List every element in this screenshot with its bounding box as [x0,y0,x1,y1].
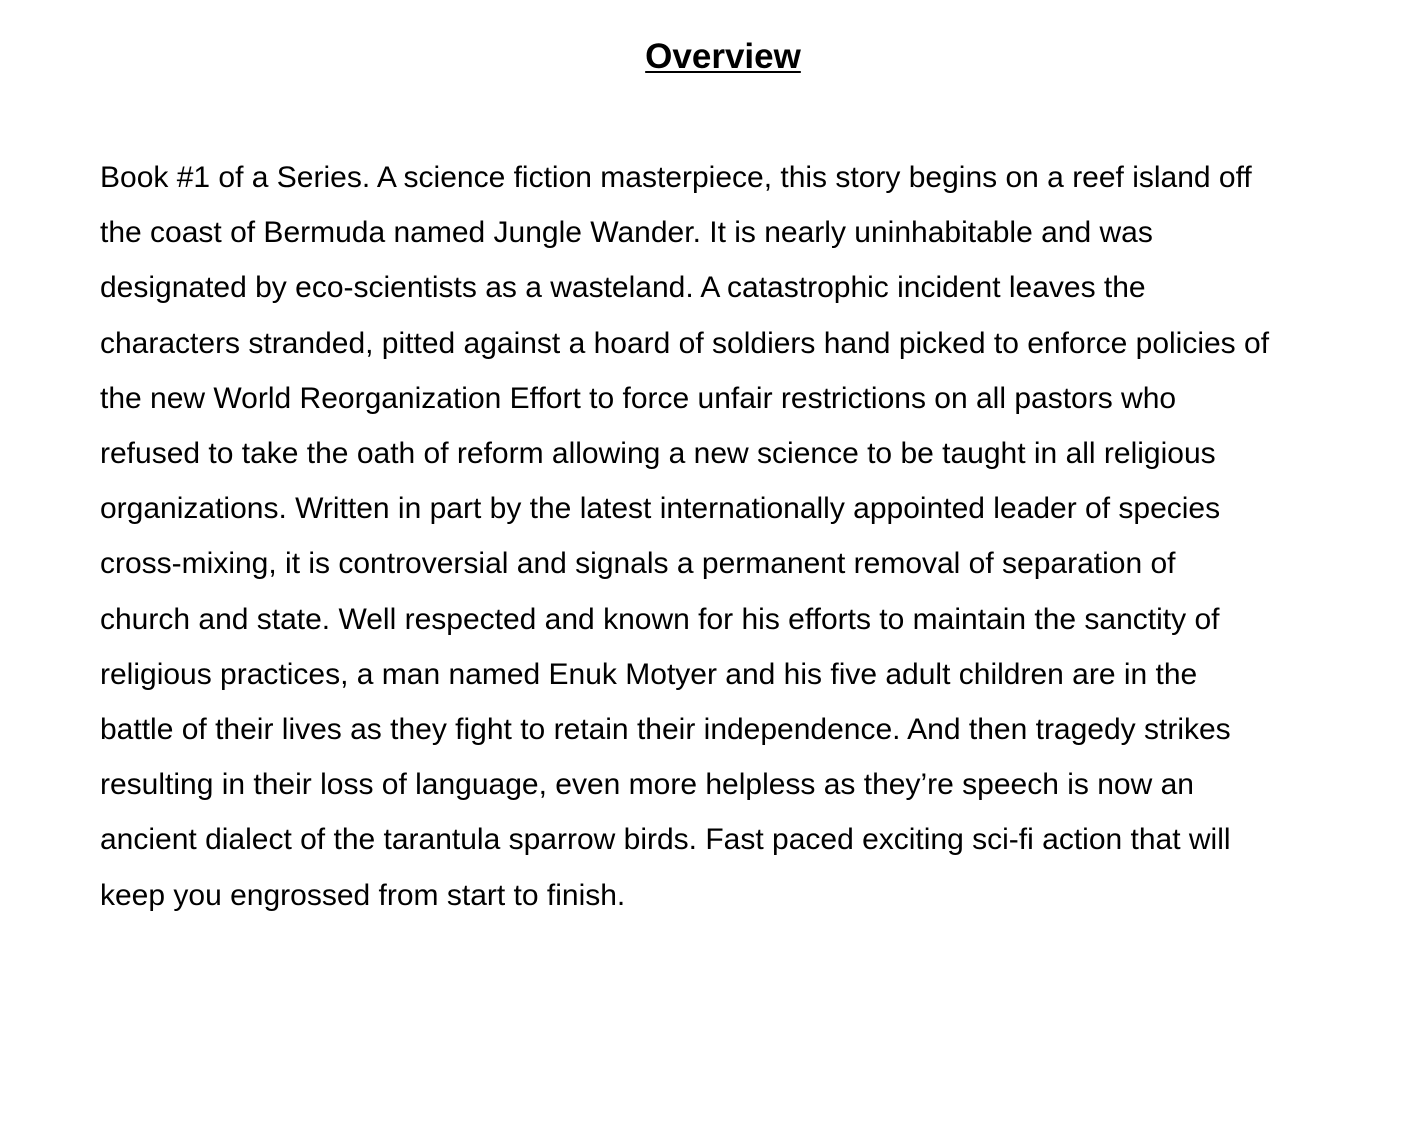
paragraph-line: battle of their lives as they fight to retain their independence. And then tragedy strikes [100,713,1231,747]
paragraph-line: the new World Reorganization Effort to force unfair restrictions on all pastors who [100,381,1177,415]
paragraph-line: cross-mixing, it is controversial and signals a permanent removal of separation of [100,547,1176,581]
paragraph-line: religious practices, a man named Enuk Motyer and his five adult children are in the [100,657,1198,691]
overview-paragraph [100,150,1390,923]
paragraph-line: ancient dialect of the tarantula sparrow birds. Fast paced exciting sci-fi action that will [100,823,1231,857]
paragraph-line: organizations. Written in part by the latest internationally appointed leader of species [100,492,1221,526]
paragraph-line: the coast of Bermuda named Jungle Wander. It is nearly uninhabitable and was [100,216,1153,250]
paragraph-line: designated by eco-scientists as a wasteland. A catastrophic incident leaves the [100,271,1146,305]
paragraph-line: resulting in their loss of language, even more helpless as they’re speech is now an [100,768,1194,802]
paragraph-line: characters stranded, pitted against a hoard of soldiers hand picked to enforce policies of [100,326,1270,360]
page-title: Overview [645,37,801,76]
paragraph-line: refused to take the oath of reform allowing a new science to be taught in all religious [100,437,1216,471]
paragraph-line: church and state. Well respected and known for his efforts to maintain the sanctity of [100,602,1220,636]
paragraph-line: keep you engrossed from start to finish. [100,878,626,912]
paragraph-line: Book #1 of a Series. A science fiction masterpiece, this story begins on a reef island off [100,161,1252,194]
